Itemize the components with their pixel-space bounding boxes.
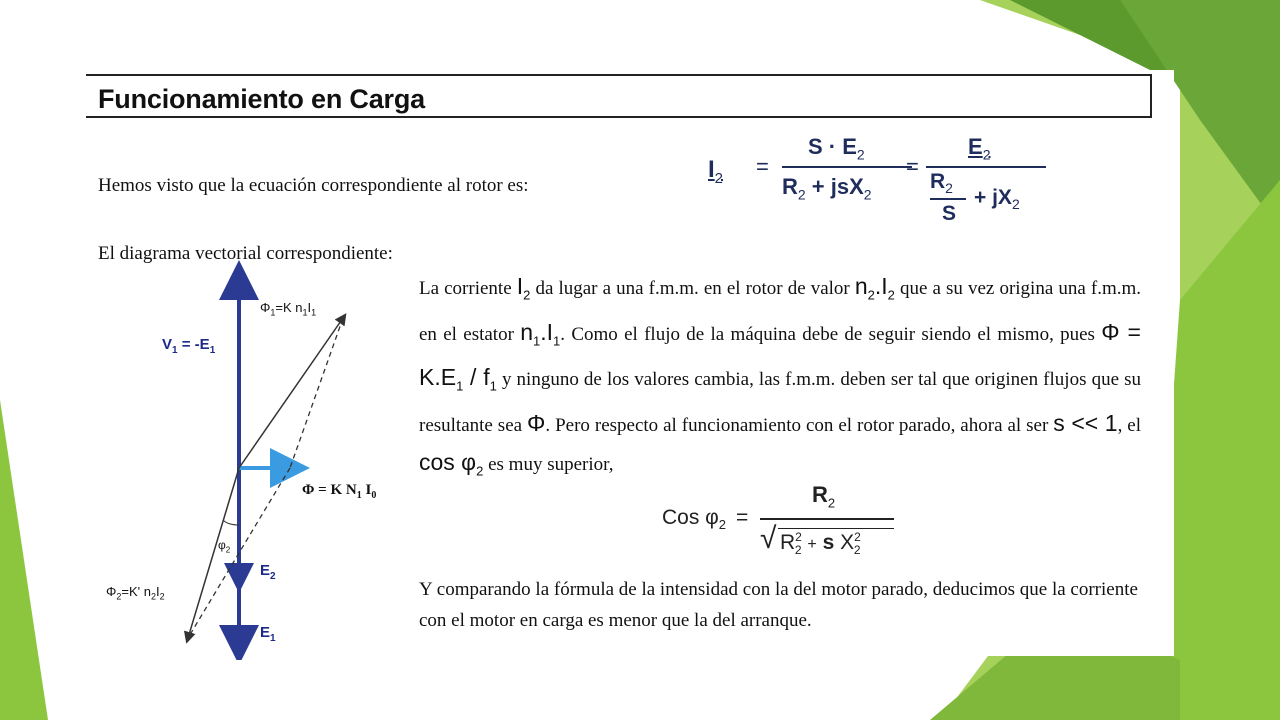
- formula-cos-sqrt-sign: √: [760, 522, 777, 555]
- phi2-vector: [188, 468, 239, 638]
- vector-diagram: [86, 260, 416, 660]
- intro-text: Hemos visto que la ecuación correspondiente al rotor es:: [98, 175, 529, 196]
- formula-i2-den1: $R_2 + jsX_2$: [782, 174, 872, 203]
- formula-i2-bar3: [930, 198, 966, 200]
- phi2-dashed-line: [290, 318, 343, 468]
- formula-i2: [700, 132, 1060, 242]
- formula-i2-lhs: $I_2$: [708, 156, 724, 187]
- label-v1: $V_1 = -E_1$: [162, 336, 216, 356]
- title-box: [86, 74, 1152, 118]
- formula-cos-num: $R_2$: [812, 482, 836, 511]
- formula-i2-den2-rest: + $jX_2$: [974, 186, 1020, 213]
- formula-i2-bar2: [926, 166, 1046, 168]
- page-title: Funcionamiento en Carga: [98, 84, 425, 114]
- math-phi-ke1f1: $\Phi = K.E_1 / f_1$: [419, 318, 1141, 394]
- conclusion-paragraph: Y comparando la fórmula de la intensidad con la del motor parado, deducimos que la corriente con el motor en carga es menor que la del arranque.: [419, 579, 1138, 631]
- formula-cos-sqrt-bar: [778, 528, 894, 529]
- document-page: [86, 70, 1174, 656]
- label-e1: $E_1$: [260, 624, 276, 644]
- formula-i2-eq2: =: [906, 154, 919, 179]
- math-s-less-1: s << 1: [1053, 409, 1118, 436]
- label-e2: $E_2$: [260, 562, 276, 582]
- formula-cos-den: $R^2_2 + s$ $X^2_2$: [780, 530, 861, 558]
- formula-i2-num1: $S \cdot E_2$: [808, 134, 865, 163]
- formula-cos-phi2: [662, 482, 922, 572]
- formula-i2-den2-s: S: [942, 202, 957, 225]
- formula-cos-eq: =: [736, 506, 749, 529]
- label-phi1: $\Phi_1=K$ $n_1I_1$: [260, 300, 317, 318]
- formula-i2-den2-r: $R_2$: [930, 170, 953, 197]
- label-phi2: $\Phi_2=K'$ $n_2I_2$: [106, 584, 165, 602]
- math-cos-phi2: $\cos \varphi_2$: [419, 448, 484, 479]
- formula-i2-bar1: [782, 166, 912, 168]
- label-angle: $\varphi_2$: [218, 538, 231, 555]
- phi1-vector: [239, 318, 343, 468]
- math-n1i1: $n_1.I_1$: [520, 318, 561, 349]
- math-phi: Φ: [527, 409, 546, 436]
- formula-cos-lhs: Cos $\varphi_2$: [662, 506, 727, 533]
- label-phi: Φ = K $N_1$ $I_0$: [302, 482, 377, 501]
- formula-i2-num2: $E_2$: [968, 134, 991, 163]
- body-paragraph: La corriente $I_2$ da lugar a una f.m.m. en el rotor de valor $n_2.I_2$ que a su vez origina una f.m.m. en el estator $n_1.I_1$. Como el flujo de la máquina debe de seguir siendo el mismo, pues $\Phi = K.E_1 / f_1$ y ninguno de los valores cambia, las f.m.m. deben ser tal que originen flujos que su resultante sea Φ. Pero respecto al funcionamiento con el rotor parado, ahora al ser s << 1, el $\cos \varphi_2$ es muy superior,: [419, 273, 1142, 479]
- formula-i2-eq1: =: [756, 154, 769, 179]
- diagram-title: El diagrama vectorial correspondiente:: [98, 243, 393, 264]
- math-i2: $I_2$: [516, 273, 531, 303]
- formula-cos-bar: [760, 518, 894, 520]
- angle-arc: [223, 520, 239, 525]
- math-n2i2: $n_2.I_2$: [854, 273, 895, 303]
